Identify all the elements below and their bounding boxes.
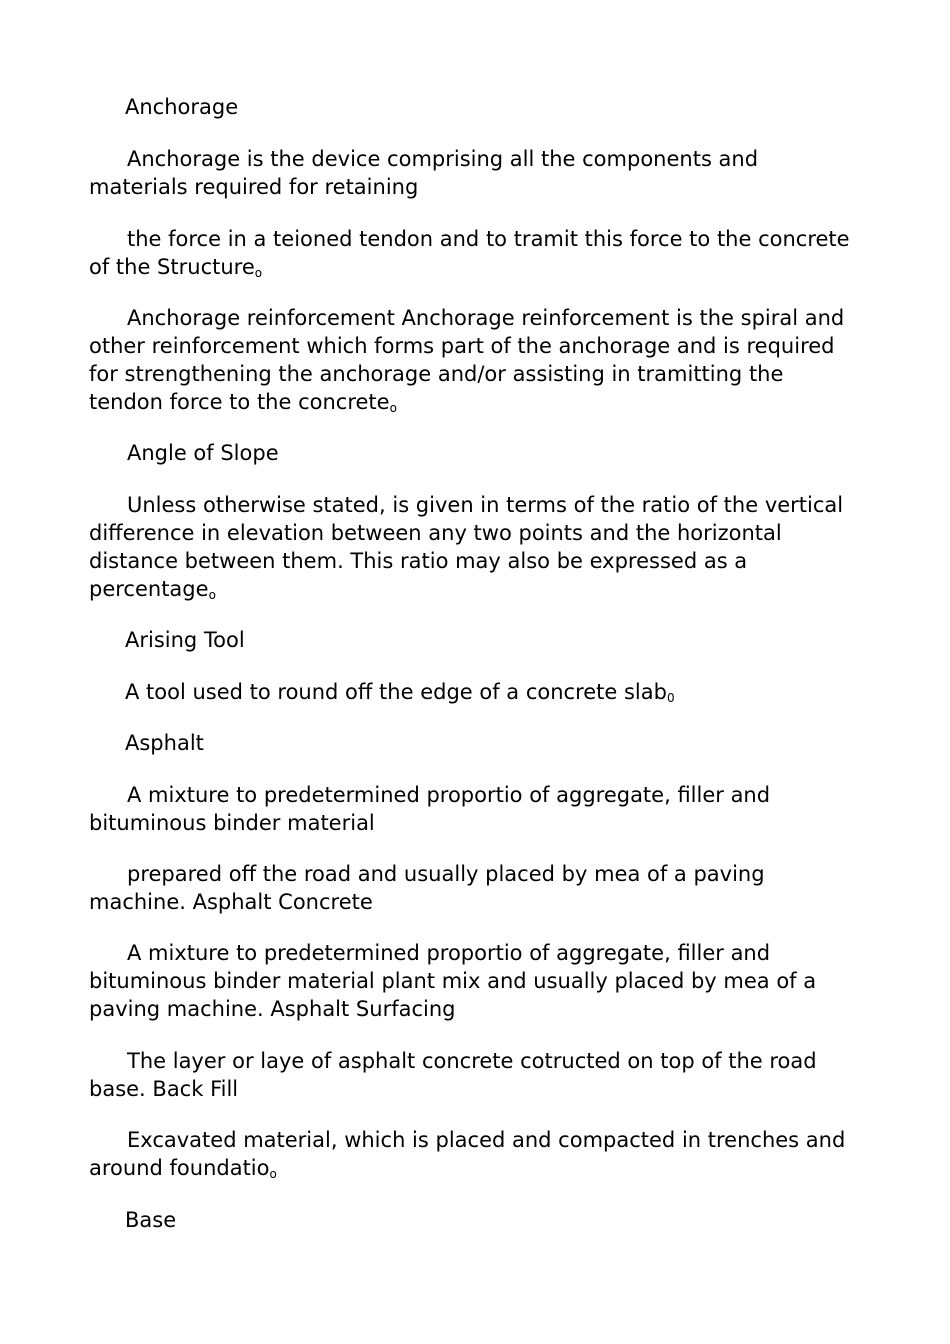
paragraph-text: Arising Tool bbox=[125, 628, 245, 652]
paragraph-text: the force in a teioned tendon and to tramit this force to the concrete of the Structure bbox=[89, 227, 850, 279]
paragraph-text: Anchorage reinforcement Anchorage reinforcement is the spiral and other reinforcement which forms part of the anchorage and is required for strengthening the anchorage and/or assisting in tramitting the tendon force to the concrete bbox=[89, 306, 845, 414]
definition-paragraph bbox=[89, 304, 854, 416]
paragraph-text: Excavated material, which is placed and compacted in trenches and around foundatio bbox=[89, 1128, 846, 1180]
paragraph-text: The layer or laye of asphalt concrete cotructed on top of the road base. Back Fill bbox=[89, 1049, 817, 1101]
definition-paragraph bbox=[89, 145, 854, 201]
definition-paragraph bbox=[89, 491, 854, 603]
subscript-mark: o bbox=[389, 401, 397, 415]
paragraph-text: Base bbox=[125, 1208, 177, 1232]
paragraph-text: Anchorage bbox=[125, 95, 239, 119]
definition-paragraph bbox=[89, 860, 854, 916]
paragraph-text: A mixture to predetermined proportio of aggregate, filler and bituminous binder material plant mix and usually placed by mea of a paving machine. Asphalt Surfacing bbox=[89, 941, 817, 1021]
definition-paragraph bbox=[89, 939, 854, 1023]
term-heading bbox=[89, 439, 854, 467]
definition-paragraph bbox=[89, 225, 854, 281]
paragraph-text: Unless otherwise stated, is given in terms of the ratio of the vertical difference in elevation between any two points and the horizontal distance between them. This ratio may also be expressed as a percentage bbox=[89, 493, 844, 601]
term-heading bbox=[89, 1206, 854, 1234]
definition-paragraph bbox=[89, 781, 854, 837]
definition-paragraph bbox=[89, 1126, 854, 1182]
subscript-mark: o bbox=[254, 266, 263, 280]
paragraph-text: Angle of Slope bbox=[127, 441, 279, 465]
term-heading bbox=[89, 626, 854, 654]
paragraph-text: A tool used to round off the edge of a concrete slab bbox=[125, 680, 667, 704]
subscript-mark: o bbox=[208, 588, 216, 602]
definition-paragraph bbox=[89, 678, 854, 706]
paragraph-text: prepared off the road and usually placed by mea of a paving machine. Asphalt Concrete bbox=[89, 862, 765, 914]
paragraph-text: Anchorage is the device comprising all the components and materials required for retaining bbox=[89, 147, 759, 199]
definition-paragraph bbox=[89, 1047, 854, 1103]
term-heading bbox=[89, 729, 854, 757]
paragraph-text: Asphalt bbox=[125, 731, 204, 755]
term-heading bbox=[89, 93, 854, 121]
subscript-mark: 0 bbox=[666, 691, 675, 705]
paragraph-text: A mixture to predetermined proportio of aggregate, filler and bituminous binder material bbox=[89, 783, 771, 835]
subscript-mark: o bbox=[269, 1167, 277, 1181]
